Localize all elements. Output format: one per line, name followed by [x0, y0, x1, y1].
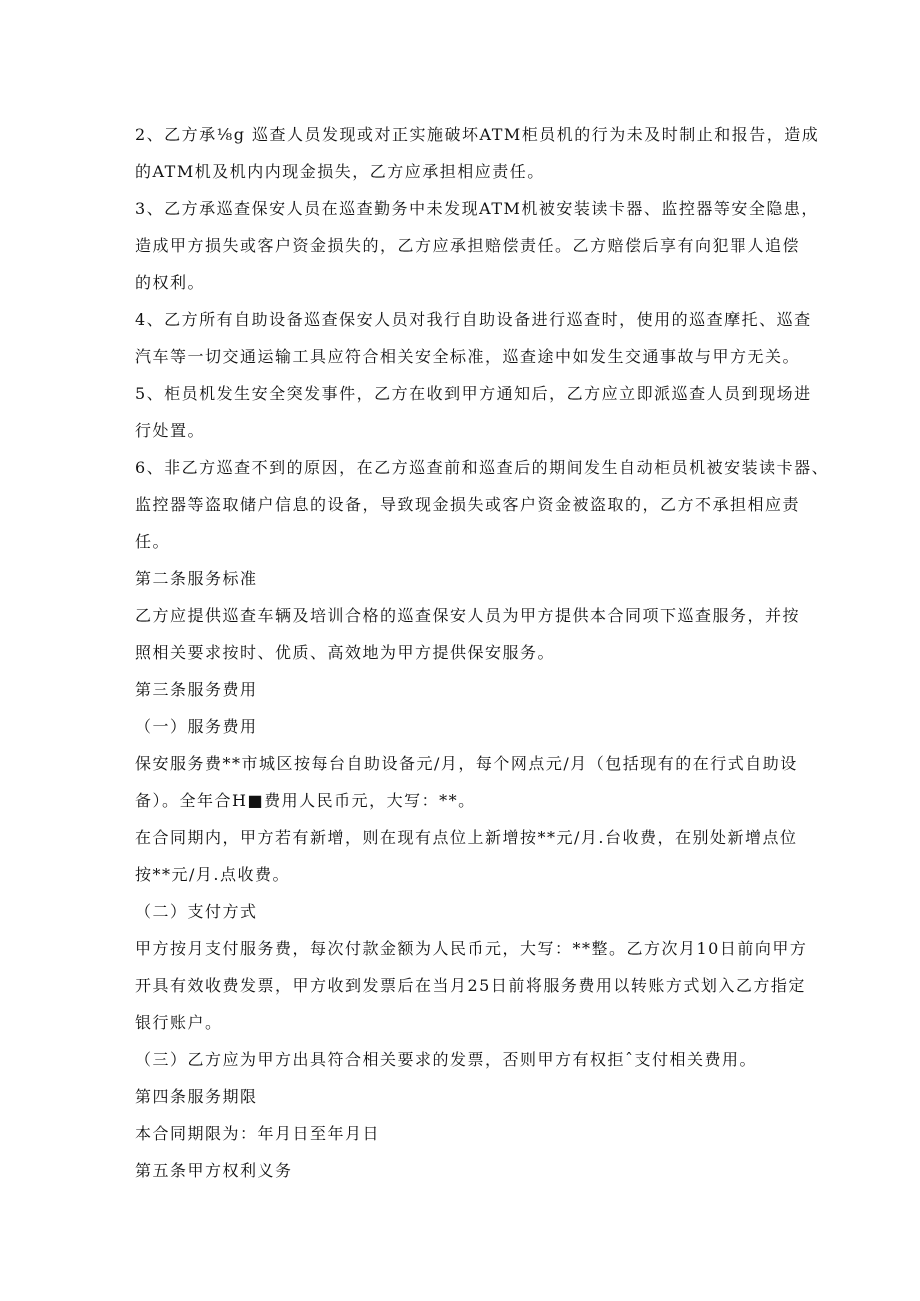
paragraph — [135, 745, 798, 819]
paragraph — [135, 819, 798, 893]
paragraph — [135, 190, 819, 301]
paragraph — [135, 1078, 795, 1115]
paragraph — [135, 708, 795, 745]
text-line: 第二条服务标准 — [135, 569, 258, 588]
text-line: 造成甲方损失或客户资金损失的，乙方应承担赔偿责任。乙方赔偿后享有向犯罪人追偿 — [135, 236, 801, 255]
text-line: 甲方按月支付服务费，每次付款金额为人民币元，大写：**整。乙方次月10日前向甲方 — [135, 939, 808, 958]
text-line: 第三条服务费用 — [135, 680, 258, 699]
text-line: 6、非乙方巡查不到的原因，在乙方巡查前和巡查后的期间发生自动柜员机被安装读卡器、 — [135, 458, 830, 477]
text-line: 在合同期内，甲方若有新增，则在现有点位上新增按**元/月.台收费，在别处新增点位 — [135, 828, 798, 847]
text-line: 开具有效收费发票，甲方收到发票后在当月25日前将服务费用以转账方式划入乙方指定 — [135, 976, 806, 995]
text-line: 保安服务费**市城区按每台自助设备元/月，每个网点元/月（包括现有的在行式自助设 — [135, 754, 798, 773]
paragraph — [135, 560, 795, 597]
text-line: 本合同期限为：年月日至年月日 — [135, 1124, 381, 1143]
text-line: 第四条服务期限 — [135, 1087, 258, 1106]
text-line: 照相关要求按时、优质、高效地为甲方提供保安服务。 — [135, 643, 556, 662]
paragraph — [135, 671, 795, 708]
paragraph — [135, 597, 801, 671]
text-line: 汽车等一切交通运输工具应符合相关安全标准，巡查途中如发生交通事故与甲方无关。 — [135, 347, 801, 366]
paragraph — [135, 116, 820, 190]
text-line: 乙方应提供巡查车辆及培训合格的巡查保安人员为甲方提供本合同项下巡查服务，并按 — [135, 606, 801, 625]
paragraph — [135, 449, 830, 560]
text-line: （二）支付方式 — [135, 902, 258, 921]
text-line: 的权利。 — [135, 273, 206, 292]
paragraph — [135, 301, 812, 375]
text-line: （一）服务费用 — [135, 717, 258, 736]
text-line: 5、柜员机发生安全突发事件，乙方在收到甲方通知后，乙方应立即派巡查人员到现场进 — [135, 384, 812, 403]
text-line: 的ATM机及机内内现金损失，乙方应承担相应责任。 — [135, 162, 545, 181]
paragraph — [135, 375, 812, 449]
paragraph — [135, 1115, 795, 1152]
text-line: 备）。全年合H■费用人民币元，大写：**。 — [135, 791, 476, 810]
text-line: （三）乙方应为甲方出具符合相关要求的发票，否则甲方有权拒ˆ支付相关费用。 — [135, 1050, 758, 1069]
paragraph — [135, 893, 795, 930]
paragraph — [135, 1152, 795, 1189]
document-page — [135, 116, 830, 1189]
text-line: 任。 — [135, 532, 171, 551]
text-line: 4、乙方所有自助设备巡查保安人员对我行自助设备进行巡查时，使用的巡查摩托、巡查 — [135, 310, 812, 329]
text-line: 行处置。 — [135, 421, 206, 440]
paragraph — [135, 1041, 795, 1078]
text-line: 2、乙方承⅛g 巡查人员发现或对正实施破坏ATM柜员机的行为未及时制止和报告，造成 — [135, 125, 820, 144]
paragraph — [135, 930, 808, 1041]
text-line: 按**元/月.点收费。 — [135, 865, 290, 884]
document-body — [135, 116, 830, 1189]
text-line: 监控器等盗取储户信息的设备，导致现金损失或客户资金被盗取的，乙方不承担相应责 — [135, 495, 801, 514]
text-line: 3、乙方承巡查保安人员在巡查勤务中未发现ATM机被安装读卡器、监控器等安全隐患， — [135, 199, 819, 218]
text-line: 银行账户。 — [135, 1013, 223, 1032]
text-line: 第五条甲方权利义务 — [135, 1161, 293, 1180]
